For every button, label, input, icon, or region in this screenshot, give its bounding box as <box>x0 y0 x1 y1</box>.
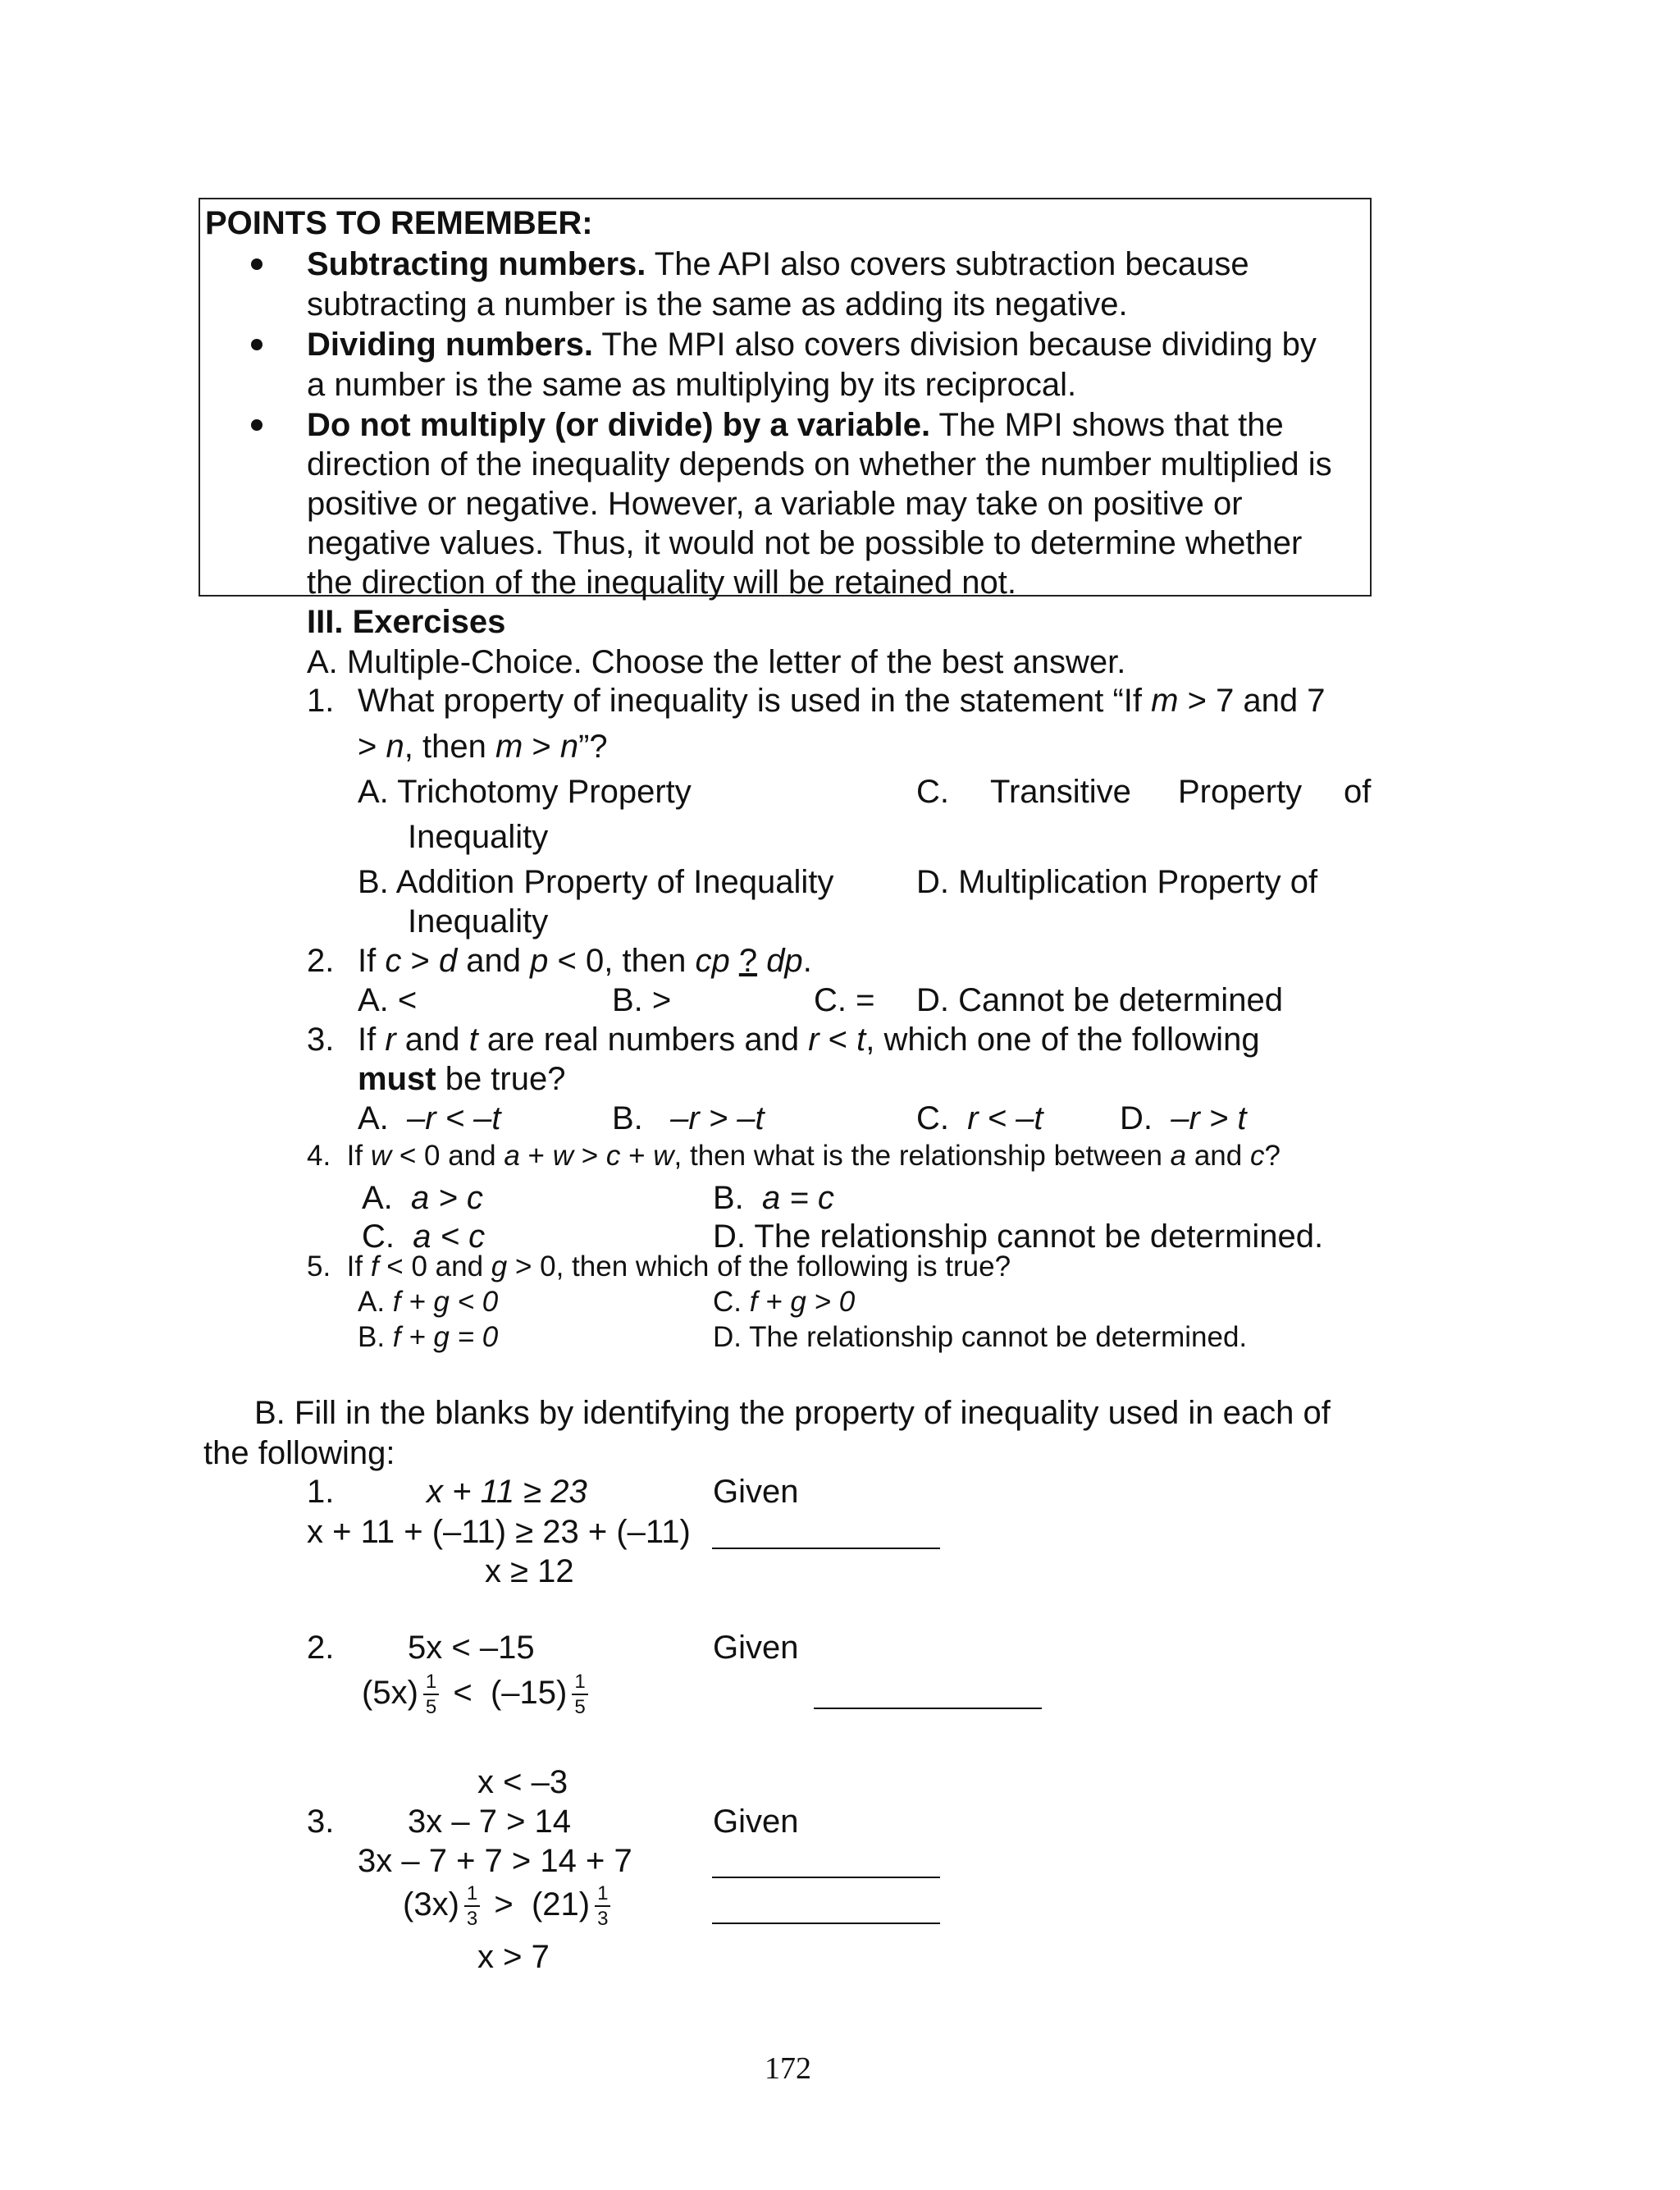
b3-step3: (3x) $\frac{1}{3}$ > (21) $\frac{1}{3}$ <box>403 1884 615 1929</box>
q4-option-c: C. a < c <box>362 1218 486 1255</box>
b3-step2: 3x – 7 + 7 > 14 + 7 <box>358 1843 632 1879</box>
b1-answer-blank[interactable] <box>712 1548 940 1549</box>
q3-option-c: C. r < –t <box>916 1100 1043 1136</box>
part-a-instruction: A. Multiple-Choice. Choose the letter of the best answer. <box>307 644 1126 680</box>
point-dividing: Dividing numbers. The MPI also covers division because dividing by <box>307 327 1317 363</box>
question-3-text: If r and t are real numbers and r < t, which one of the following <box>358 1022 1260 1058</box>
b3-step1: 3x – 7 > 14 <box>408 1804 572 1840</box>
b3-answer-blank-1[interactable] <box>712 1877 940 1878</box>
q3-option-d: D. –r > t <box>1120 1100 1247 1136</box>
q3-option-b: B. –r > –t <box>612 1100 765 1136</box>
fraction-one-fifth: $\frac{1}{5}$ <box>423 1672 439 1717</box>
q1-option-a: A. Trichotomy Property <box>358 774 692 810</box>
question-5-text: 5. If f < 0 and g > 0, then which of the following is true? <box>307 1250 1011 1282</box>
bullet-icon <box>251 258 262 270</box>
question-1-text: What property of inequality is used in the statement “If m > 7 and 7 <box>358 683 1326 719</box>
b2-step3: x < –3 <box>477 1764 568 1800</box>
question-3-text-line2: must be true? <box>358 1061 566 1097</box>
points-title: POINTS TO REMEMBER: <box>205 205 593 241</box>
fraction-one-fifth: $\frac{1}{5}$ <box>572 1672 587 1717</box>
bullet-icon <box>251 419 262 431</box>
b2-step1: 5x < –15 <box>408 1630 535 1666</box>
b1-step2: x + 11 + (–11) ≥ 23 + (–11) <box>307 1514 691 1550</box>
b2-given: Given <box>713 1630 799 1666</box>
q5-option-a: A. f + g < 0 <box>358 1286 499 1318</box>
b1-given: Given <box>713 1474 799 1510</box>
q2-option-b: B. > <box>612 982 672 1018</box>
q1-option-c-word3: of <box>1344 774 1372 810</box>
q2-option-d: D. Cannot be determined <box>916 982 1283 1018</box>
q5-option-d: D. The relationship cannot be determined. <box>713 1321 1248 1353</box>
b3-step4: x > 7 <box>477 1939 550 1975</box>
part-b-instruction: B. Fill in the blanks by identifying the property of inequality used in each of <box>254 1395 1331 1431</box>
b1-step1: x + 11 ≥ 23 <box>427 1474 587 1510</box>
point-variable-line2: direction of the inequality depends on whether the number multiplied is <box>307 446 1332 482</box>
question-2-text: If c > d and p < 0, then cp ? dp. <box>358 943 812 979</box>
fraction-one-third: $\frac{1}{3}$ <box>464 1884 480 1929</box>
q4-option-b: B. a = c <box>713 1180 834 1216</box>
point-variable-line3: positive or negative. However, a variable may take on positive or <box>307 486 1243 522</box>
bullet-icon <box>251 339 262 350</box>
b2-step2: (5x) $\frac{1}{5}$ < (–15) $\frac{1}{5}$ <box>362 1672 593 1717</box>
fraction-one-third: $\frac{1}{3}$ <box>595 1884 610 1929</box>
part-b-instruction-line2: the following: <box>203 1435 395 1471</box>
q2-option-c: C. = <box>814 982 875 1018</box>
q1-option-c-word1: Transitive <box>990 774 1131 810</box>
q1-option-d: D. Multiplication Property of <box>916 864 1318 900</box>
q2-option-a: A. < <box>358 982 418 1018</box>
question-1-text-line2: > n, then m > n”? <box>358 729 608 765</box>
b3-number: 3. <box>307 1804 335 1840</box>
q4-option-a: A. a > c <box>362 1180 483 1216</box>
q1-option-b: B. Addition Property of Inequality <box>358 864 834 900</box>
b2-number: 2. <box>307 1630 335 1666</box>
question-3-number: 3. <box>307 1022 335 1058</box>
q5-option-c: C. f + g > 0 <box>713 1286 856 1318</box>
q1-option-a-line2: Inequality <box>408 819 549 855</box>
b1-step3: x ≥ 12 <box>485 1553 574 1589</box>
point-subtracting-line2: subtracting a number is the same as adding its negative. <box>307 286 1128 322</box>
point-variable-line4: negative values. Thus, it would not be possible to determine whether <box>307 525 1303 561</box>
question-2-number: 2. <box>307 943 335 979</box>
q1-option-b-line2: Inequality <box>408 903 549 940</box>
q3-option-a: A. –r < –t <box>358 1100 501 1136</box>
b3-answer-blank-2[interactable] <box>712 1923 940 1924</box>
q4-option-d: D. The relationship cannot be determined. <box>713 1218 1324 1255</box>
q1-option-c-letter: C. <box>916 774 949 810</box>
q5-option-b: B. f + g = 0 <box>358 1321 499 1353</box>
page-number: 172 <box>765 2051 811 2086</box>
b1-number: 1. <box>307 1474 335 1510</box>
point-subtracting: Subtracting numbers. The API also covers subtraction because <box>307 246 1249 282</box>
point-variable-line5: the direction of the inequality will be retained not. <box>307 565 1016 601</box>
point-variable: Do not multiply (or divide) by a variable. The MPI shows that the <box>307 407 1284 443</box>
question-4-text: 4. If w < 0 and a + w > c + w, then what is the relationship between a and c? <box>307 1140 1281 1172</box>
q1-option-c-word2: Property <box>1178 774 1303 810</box>
b2-answer-blank[interactable] <box>814 1708 1042 1709</box>
b3-given: Given <box>713 1804 799 1840</box>
exercises-heading: III. Exercises <box>307 604 506 640</box>
point-dividing-line2: a number is the same as multiplying by its reciprocal. <box>307 367 1077 403</box>
question-1-number: 1. <box>307 683 335 719</box>
